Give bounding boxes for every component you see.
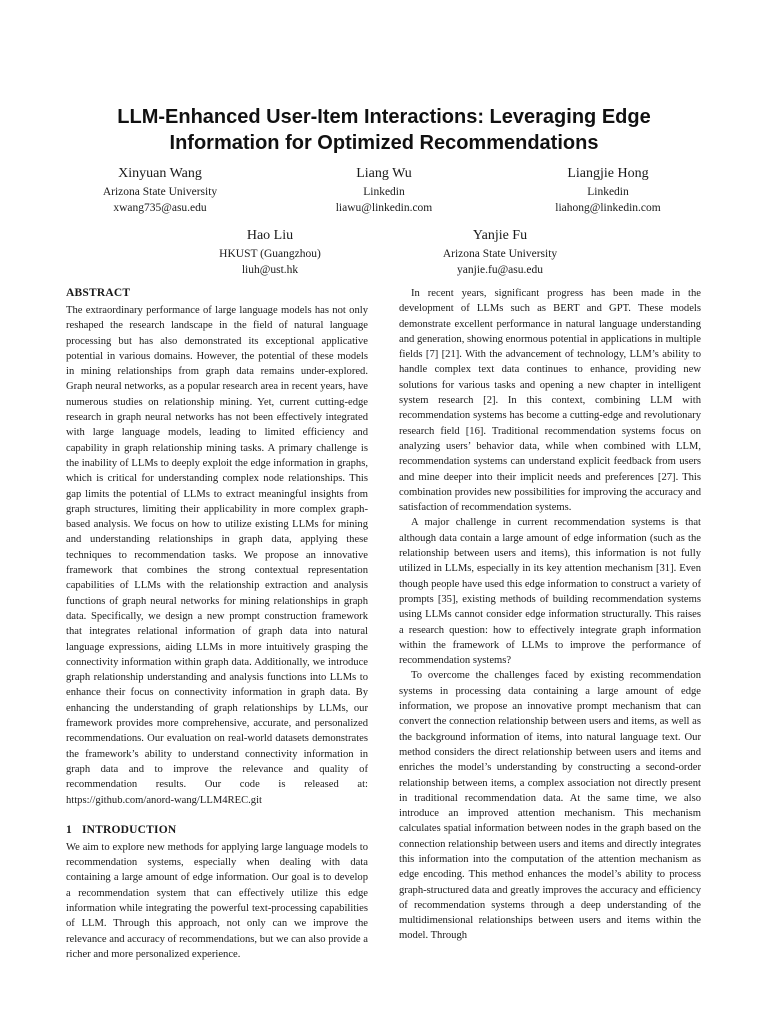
author-name: Xinyuan Wang xyxy=(118,166,202,181)
paragraph: To overcome the challenges faced by existing recommendation systems in processing data containing a large amount of edge information, we propose an innovative prompt mechanism that can convert the connection relationship between users and items, as well as the background information of items, into natural language text. Our method considers the direct relationship between users and items and enriches the model’s understanding by constructing a second-order relationship between items, a complex association not directly present in traditional recommendation data. At the same time, we also introduce an improved attention mechanism. This mechanism calculates spatial information between nodes in the graph based on the connection relationship between users and items and directly integrates this information into the computation of the attention mechanism as edge encoding. This method enhances the model’s ability to process graph-structured data and greatly improves the accuracy and efficiency of recommendation systems through a deep understanding of the multidimensional relationships between users and items within the model. Through xyxy=(399,670,701,942)
author-affiliation: Arizona State University xyxy=(102,186,218,198)
author-email: liahong@linkedin.com xyxy=(555,202,661,214)
author-email: xwang735@asu.edu xyxy=(113,202,207,214)
paragraph: We aim to explore new methods for applying large language models to recommendation systems, especially when dealing with data containing a large amount of edge information. Our goal is to develop a recommendation system that can effectively utilize this edge information while integrating the powerful text-processing capabilities of LLM. Through this approach, not only can we improve the relevance and accuracy of recommendations, but we can also provide a richer and more personalized experience. xyxy=(66,841,368,960)
author-name: Yanjie Fu xyxy=(472,228,528,243)
abstract-heading: ABSTRACT xyxy=(66,287,131,299)
author-name: Liang Wu xyxy=(356,166,412,181)
author-block xyxy=(170,226,370,278)
paragraph: A major challenge in current recommendation systems is that although data contain a large amount of edge information (such as the relationship between users and items), this information is not fully utilized in LLMs, especially in its key attention mechanism [31]. Even though people have used this edge information to construct a variety of prompts [35], existing methods of building recommendation systems using LLMs cannot consider edge information structurally. This raises a research question: how to effectively integrate graph information within the framework of LLMs to improve the performance of recommendation systems? xyxy=(399,517,701,667)
section-title: INTRODUCTION xyxy=(81,823,177,836)
author-email: liuh@ust.hk xyxy=(241,264,299,276)
author-block xyxy=(284,164,484,216)
author-affiliation: Linkedin xyxy=(363,186,405,198)
author-email: yanjie.fu@asu.edu xyxy=(457,264,543,276)
author-row-1 xyxy=(60,164,708,216)
author-block xyxy=(60,164,260,216)
abstract-text: The extraordinary performance of large language models has not only reshaped the research landscape in the field of natural language processing but has also demonstrated its exceptional applicative potential in various domains. However, the potential of these models in mining relationships from graph data remains under-explored. Graph neural networks, as a popular research area in recent years, have numerous studies on relationship mining. Yet, current cutting-edge research in graph neural networks has not been effectively integrated with large language models, leading to limited efficiency and capability in graph relationship mining tasks. A primary challenge is the inability of LLMs to deeply exploit the edge information in graphs, which is critical for understanding complex node relationships. This gap limits the potential of LLMs to extract meaningful insights from graph structures, limiting their applicability in more complex graph-based analysis. We focus on how to utilize existing LLMs for mining and understanding relationships in graph data, applying these techniques to recommendation tasks. We propose an innovative framework that combines the strong contextual representation capabilities of LLMs with the relationship extraction and analysis functions of graph neural networks for mining relationships in graph data. Specifically, we design a new prompt construction framework that integrates relational information of graph data into natural language expressions, aiding LLMs in more intuitively grasping the connectivity information within graph data. Additionally, we introduce graph relationship understanding and analysis functions into LLMs to enhance their focus on connectivity information in graph data. By enhancing the understanding of graph relationships by LLMs, our framework provides more comprehensive, accurate, and personalized recommendations. Our evaluation on real-world datasets demonstrates the framework’s ability to understand connectivity information in graph data and to improve the relevance and quality of recommendation results. Our code is released at: https://github.com/anord-wang/LLM4REC.git xyxy=(66,305,368,806)
paper-title: LLM-Enhanced User-Item Interactions: Leveraging Edge Information for Optimized Recommendations xyxy=(117,106,651,154)
author-affiliation: Arizona State University xyxy=(442,248,558,260)
section-number: 1 xyxy=(66,823,72,836)
author-row-2 xyxy=(170,226,600,278)
left-column xyxy=(66,285,368,962)
author-name: Hao Liu xyxy=(246,228,294,243)
author-affiliation: Linkedin xyxy=(587,186,629,198)
author-email: liawu@linkedin.com xyxy=(335,202,433,214)
author-block xyxy=(400,226,600,278)
author-name: Liangjie Hong xyxy=(567,166,649,181)
paragraph: In recent years, significant progress has been made in the development of LLMs such as BERT and GPT. These models demonstrate excellent performance in natural language understanding and generation, showing enormous potential in applications in multiple fields [7] [21]. With the advancement of technology, LLM’s ability to handle complex text data continues to enhance, providing new solutions for various tasks and opening a new chapter in intelligent system research [2]. In this context, combining LLM with recommendation systems has become a cutting-edge and revolutionary research field [16]. Traditional recommendation systems focus on analyzing users’ behavior data, while when combined with LLM, recommendation systems can understand explicit feedback from users and mine deeper into their implicit needs and preferences [27]. This combination provides new possibilities for improving the accuracy and satisfaction of recommendation systems. xyxy=(399,288,701,514)
author-block xyxy=(508,164,708,216)
author-affiliation: HKUST (Guangzhou) xyxy=(219,248,321,260)
section-heading xyxy=(66,822,368,838)
right-column xyxy=(399,286,701,944)
